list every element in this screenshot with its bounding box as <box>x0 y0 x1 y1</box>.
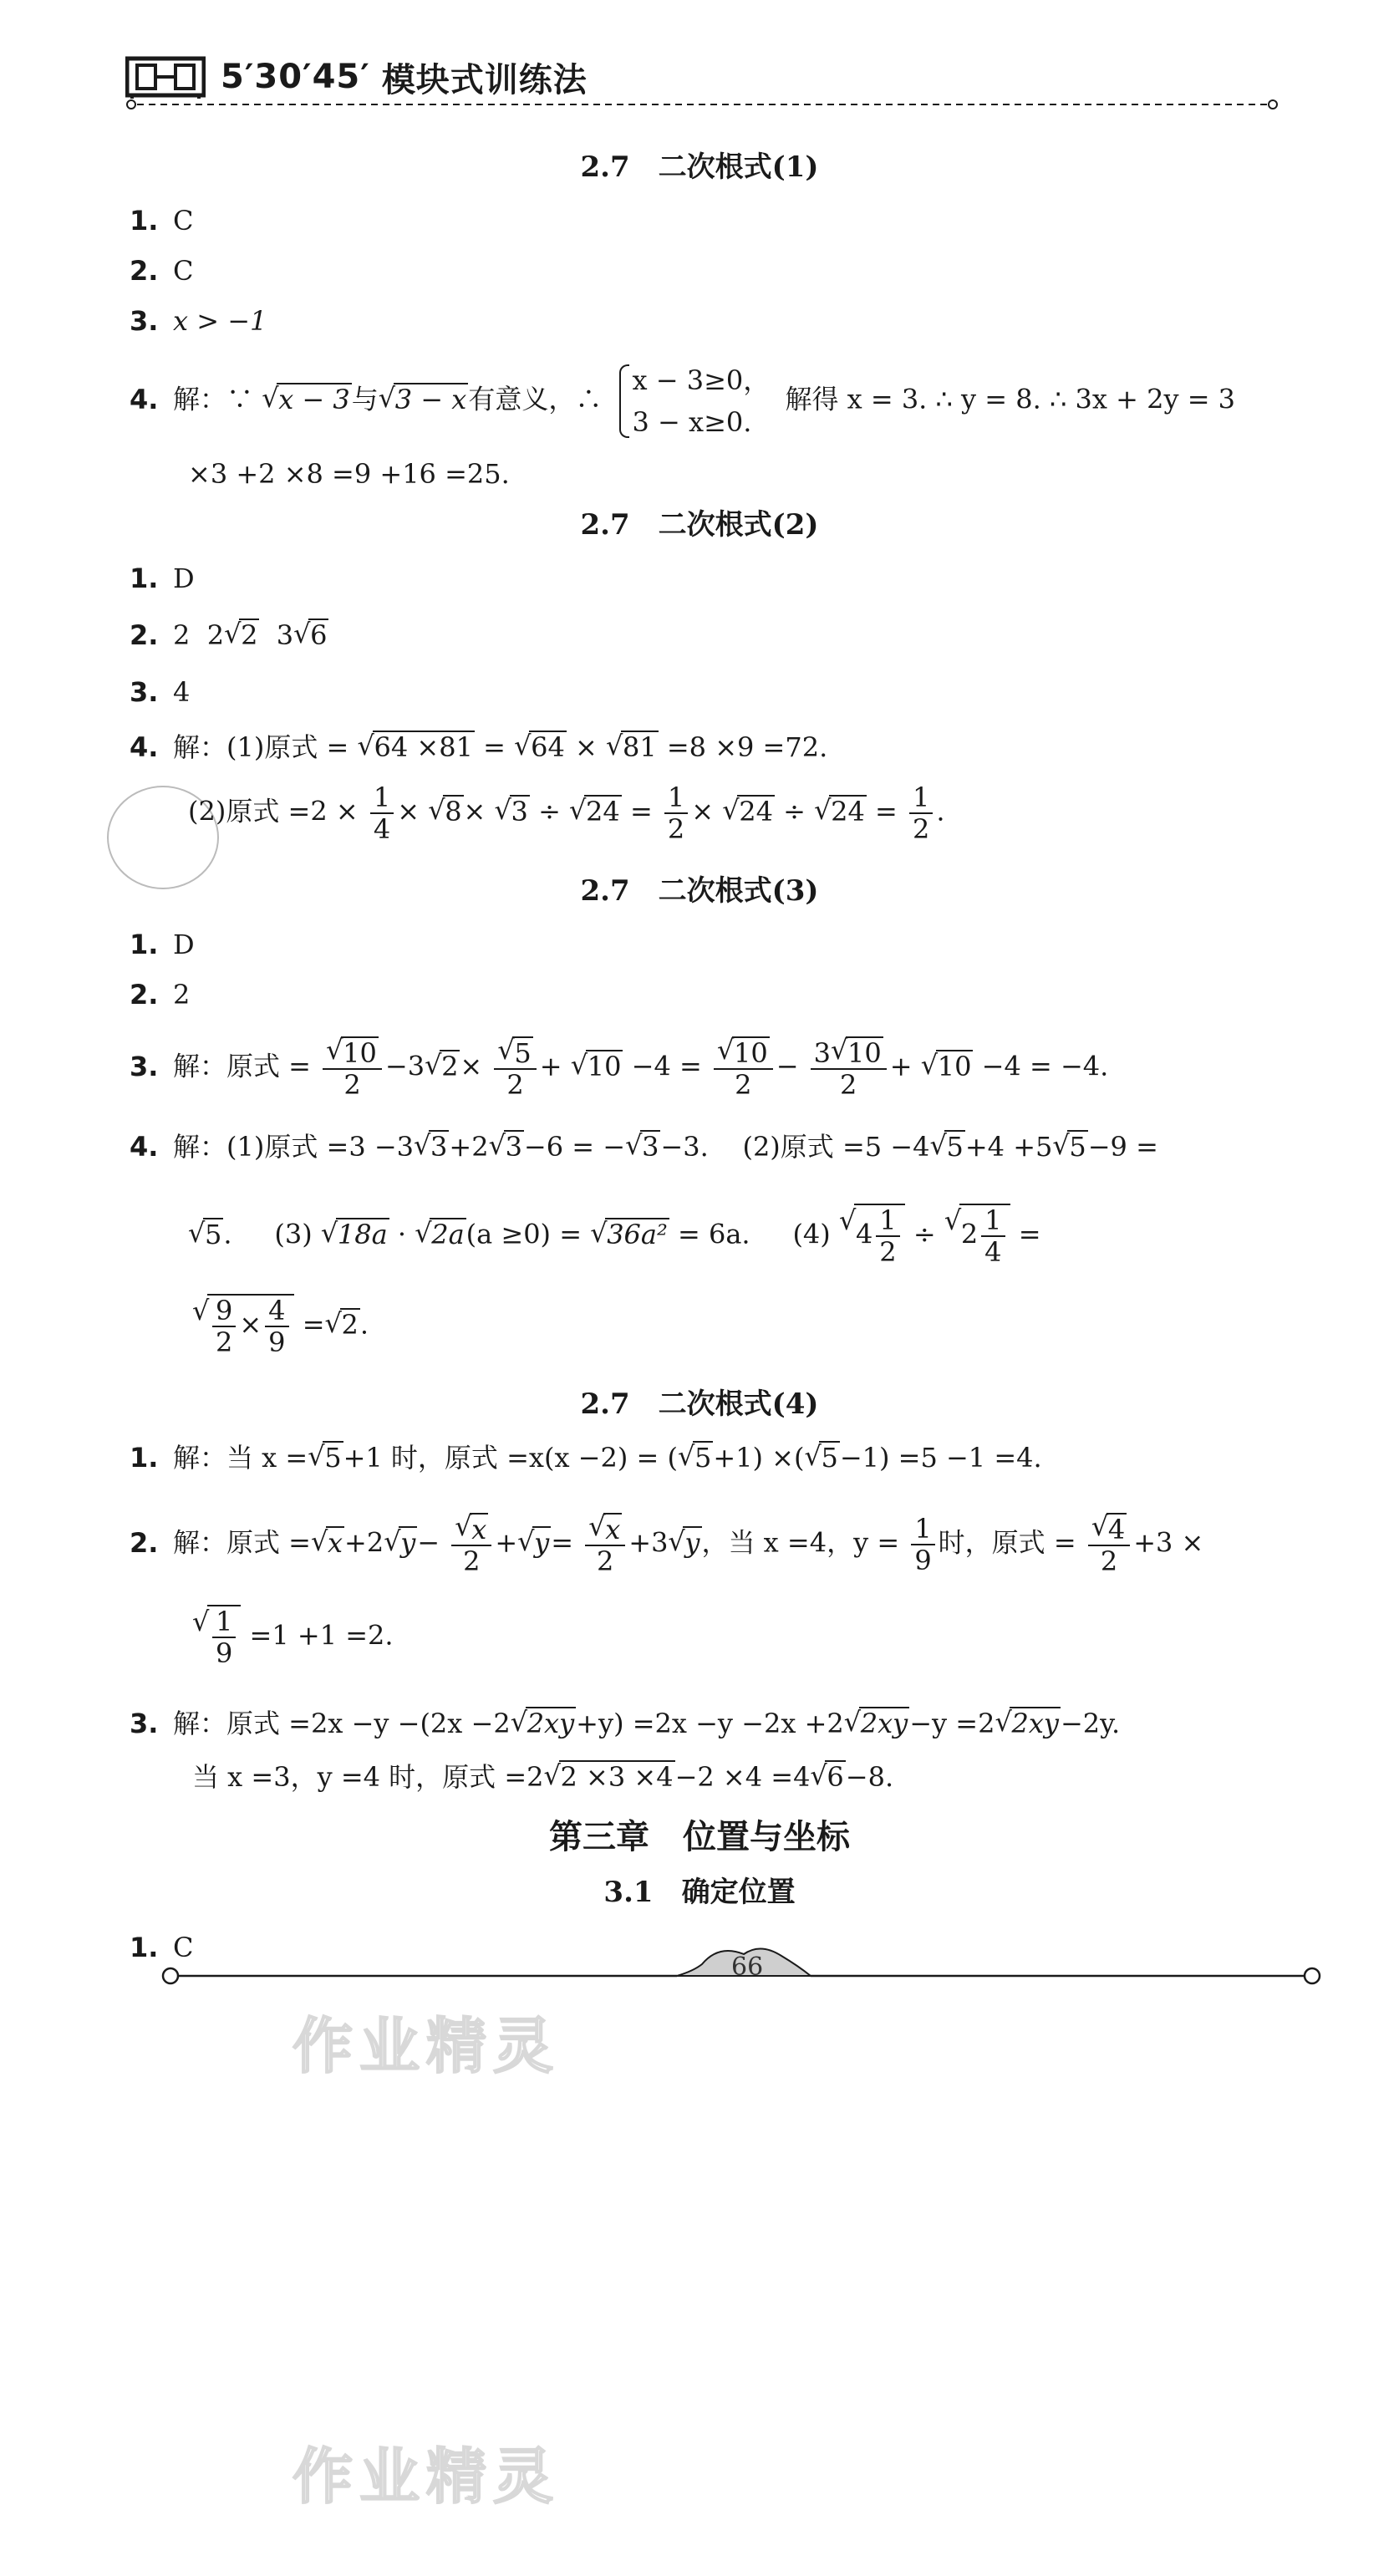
header-divider <box>125 99 1279 110</box>
watermark-text: 作业精灵 <box>293 2011 561 2081</box>
answer-4-2-cont: √ $\frac{1}{9}$ =1 +1 =2. <box>192 1605 394 1668</box>
answer-4-3-cont: 当 x =3，y =4 时，原式 =2√ 2 ×3 ×4−2 ×4 =4√ 6−8. <box>192 1759 893 1795</box>
answer-2-4-1: 4. 解：(1)原式 = √ 64 ×81 = √ 64 × √ 81 =8 ×9 =72. <box>130 729 827 766</box>
section-title-3: 2.7 二次根式(3) <box>580 874 819 908</box>
page-number: 66 <box>731 1952 764 1982</box>
watermark-text-bottom: 作业精灵 <box>293 2441 561 2512</box>
answer-2-1: 1. D <box>130 563 195 594</box>
header-subtitle: 模块式训练法 <box>381 60 588 99</box>
section-title-1: 2.7 二次根式(1) <box>580 150 819 184</box>
section-title-2: 2.7 二次根式(2) <box>580 508 819 542</box>
answer-3-3: 3. 解：原式 = √ $\frac{10}{2}$ −3√ 2× √ $\frac{5}{2}$ + √ 10 −4 = √ $\frac{10}{2}$ − $\frac{3√ 10}{2}$ + √ 10 −4 = −4. <box>130 1036 1108 1100</box>
answer-1-4-cont: ×3 +2 ×8 =9 +16 =25. <box>188 458 510 490</box>
answer-3-4-2: √ 5. (3) √ 18a · √ 2a(a ≥0) = √ 36a² = 6a. (4) √ 4 $\frac{1}{2}$ ÷ √ 2 $\frac{1}{4}$ = <box>188 1204 1041 1267</box>
answer-2-4-2: (2)原式 =2 × $\frac{1}{4}$ × √ 8× √ 3 ÷ √ 24 = $\frac{1}{2}$ × √ 24 ÷ √ 24 = $\frac{1}{2}$ . <box>188 782 945 844</box>
section-title-3-1: 3.1 确定位置 <box>603 1876 796 1909</box>
answer-4-2: 2. 解：原式 =√ x+2√ y− √ $\frac{x}{2}$ +√ y= √ $\frac{x}{2}$ +3√ y，当 x =4，y = $\frac{1}{9}$ 时，原式 = √ $\frac{4}{2}$ +3 × <box>130 1513 1203 1576</box>
answer-2-3: 3. 4 <box>130 676 191 708</box>
answer-1-4: 4. 解：∵ √ x − 3与√ 3 − x有意义，∴ x − 3≥0， 3 − x≥0. 解得 x = 3. ∴ y = 8. ∴ 3x + 2y = 3 <box>130 359 1235 443</box>
page-header <box>125 52 588 102</box>
answer-2-2: 2. 2 2√ 2 3√ 6 <box>130 617 328 654</box>
answer-5-1: 1. C <box>130 1932 194 1963</box>
answer-3-2: 2. 2 <box>130 979 191 1011</box>
answer-1-1: 1. C <box>130 205 194 237</box>
header-brand: 5′30′45′ <box>221 58 370 96</box>
film-logo-icon <box>125 55 206 99</box>
answer-1-3: 3. x > −1 <box>130 305 267 337</box>
answer-3-1: 1. D <box>130 929 195 960</box>
section-title-4: 2.7 二次根式(4) <box>580 1387 819 1421</box>
answer-1-2: 2. C <box>130 255 194 287</box>
answer-4-3: 3. 解：原式 =2x −y −(2x −2√ 2xy+y) =2x −y −2x +2√ 2xy−y =2√ 2xy−2y. <box>130 1705 1120 1742</box>
answer-3-4-1: 4. 解：(1)原式 =3 −3√ 3+2√ 3−6 = −√ 3−3. (2)原式 =5 −4√ 5+4 +5√ 5−9 = <box>130 1128 1158 1165</box>
chapter-title: 第三章 位置与坐标 <box>549 1818 850 1856</box>
answer-3-4-3: √ $\frac{9}{2}$ × $\frac{4}{9}$ =√ 2. <box>192 1294 369 1357</box>
answer-4-1: 1. 解：当 x =√ 5+1 时，原式 =x(x −2) = (√ 5+1) ×(√ 5−1) =5 −1 =4. <box>130 1439 1042 1476</box>
